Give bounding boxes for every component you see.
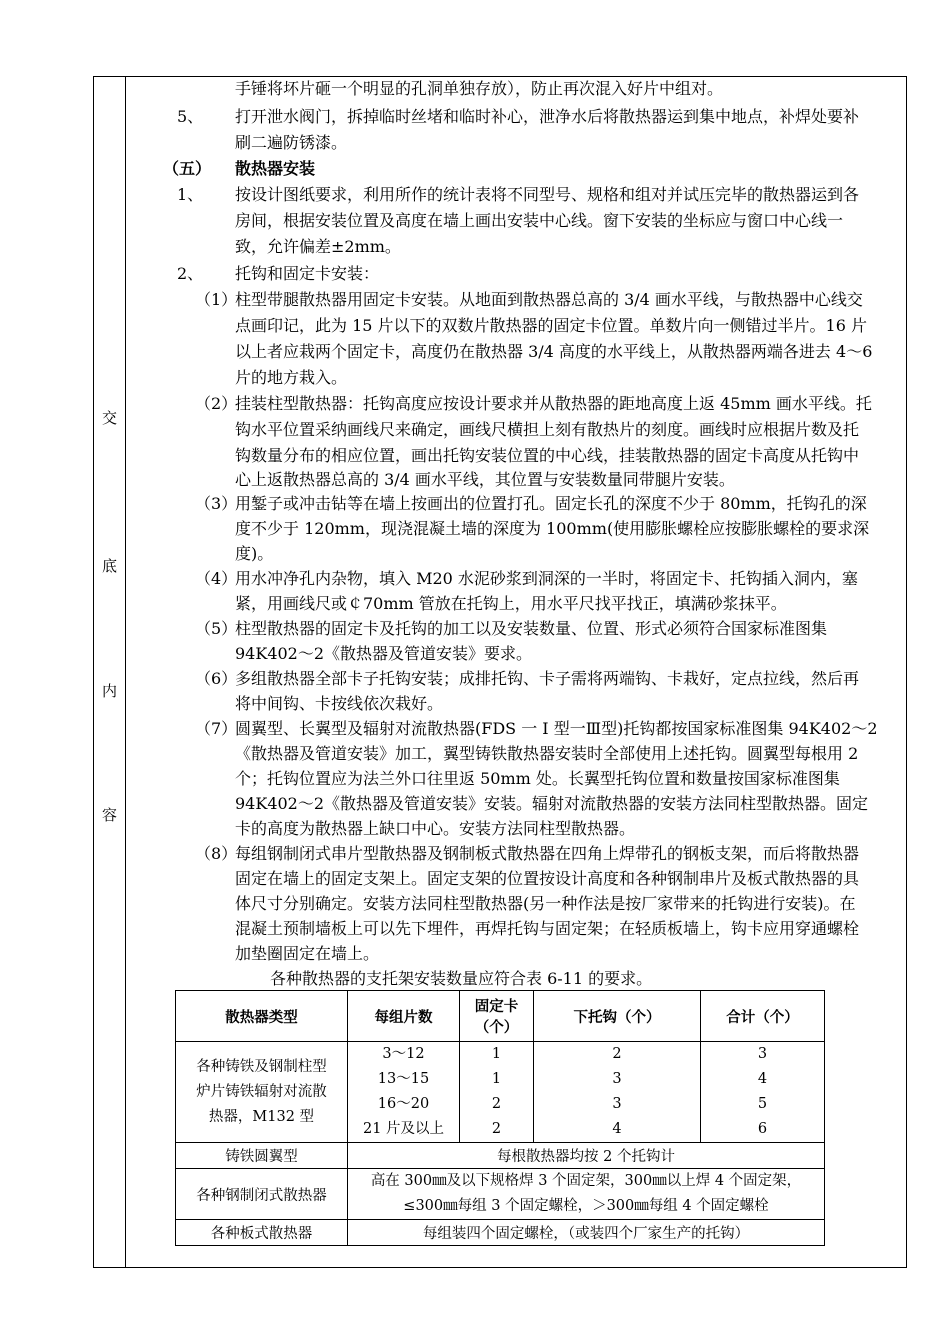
section-number: （五） xyxy=(163,159,212,178)
text-line: 《散热器及管道安装》加工，翼型铸铁散热器安装时全部使用上述托钩。圆翼型每根用 2 xyxy=(235,744,859,763)
row1-type-line3: 热器，M132 型 xyxy=(208,1108,315,1125)
row2-desc: 每根散热器均按 2 个托钩计 xyxy=(348,1143,825,1169)
total-value: 6 xyxy=(757,1121,768,1137)
text-line: 加垫圈固定在墙上。 xyxy=(235,944,380,963)
sub-item-number: （8） xyxy=(195,844,238,863)
sub-item-number: （5） xyxy=(195,619,238,638)
pieces-value: 3～12 xyxy=(382,1046,425,1062)
hook-value: 3 xyxy=(612,1071,622,1087)
row3-desc xyxy=(348,1169,825,1220)
fix-value: 1 xyxy=(491,1071,502,1087)
hook-value: 3 xyxy=(612,1096,622,1112)
text-line: 托钩和固定卡安装： xyxy=(235,264,380,283)
sub-item-number: （1） xyxy=(195,290,238,309)
text-line: 度不少于 120mm，现浇混凝土墙的深度为 100mm(使用膨胀螺栓应按膨胀螺栓的要求深 xyxy=(235,519,870,538)
text-line: 挂装柱型散热器：托钩高度应按设计要求并从散热器的距地高度上返 45mm 画水平线。托 xyxy=(235,394,872,413)
sub-item-number: （7） xyxy=(195,719,238,738)
text-line: 刷二遍防锈漆。 xyxy=(235,133,348,152)
text-line: 紧，用画线尺或￠70mm 管放在托钩上，用水平尺找平找正，填满砂浆抹平。 xyxy=(235,594,787,613)
table-row xyxy=(176,1042,825,1143)
row3-desc-line2: ≤300㎜每组 3 个固定螺栓，＞300㎜每组 4 个固定螺栓 xyxy=(403,1198,769,1214)
text-line: 用水冲净孔内杂物，填入 M20 水泥砂浆到洞深的一半时，将固定卡、托钩插入洞内，塞 xyxy=(235,569,858,588)
text-line: 点画印记，此为 15 片以下的双数片散热器的固定卡位置。单数片向一侧错过半片。16 片 xyxy=(235,316,867,335)
row1-hook xyxy=(534,1042,701,1143)
section-title: 散热器安装 xyxy=(235,159,316,178)
item-number: 1、 xyxy=(177,185,204,204)
text-line: 用錾子或冲击钻等在墙上按画出的位置打孔。固定长孔的深度不少于 80mm，托钩孔的深 xyxy=(235,494,867,513)
header-type: 散热器类型 xyxy=(176,991,348,1042)
row3-desc-line1: 高在 300㎜及以下规格焊 3 个固定架，300㎜以上焊 4 个固定架， xyxy=(370,1173,802,1189)
fix-value: 2 xyxy=(491,1096,502,1112)
text-line: 度)。 xyxy=(235,544,274,563)
text-line: 致，允许偏差±2mm。 xyxy=(235,237,401,256)
text-line: 柱型带腿散热器用固定卡安装。从地面到散热器总高的 3/4 画水平线，与散热器中心线交 xyxy=(235,290,863,309)
table-row xyxy=(176,1220,825,1246)
table-row xyxy=(176,1169,825,1220)
row3-type: 各种钢制闭式散热器 xyxy=(176,1169,348,1220)
text-line: 94K402～2《散热器及管道安装》要求。 xyxy=(235,644,533,663)
row1-type-line2: 炉片铸铁辐射对流散 xyxy=(196,1083,327,1100)
header-total: 合计（个） xyxy=(701,991,825,1042)
pieces-value: 16～20 xyxy=(377,1096,430,1112)
row4-type: 各种板式散热器 xyxy=(176,1220,348,1246)
side-label-column xyxy=(94,77,126,1267)
text-line: 片的地方栽入。 xyxy=(235,368,348,387)
total-value: 5 xyxy=(757,1096,768,1112)
item-number: 5、 xyxy=(177,107,204,126)
text-line: 打开泄水阀门，拆掉临时丝堵和临时补心，泄净水后将散热器运到集中地点，补焊处要补 xyxy=(235,107,860,126)
text-line: 房间，根据安装位置及高度在墙上画出安装中心线。窗下安装的坐标应与窗口中心线一 xyxy=(235,211,844,230)
text-line: 按设计图纸要求，利用所作的统计表将不同型号、规格和组对并试压完毕的散热器运到各 xyxy=(235,185,860,204)
sub-item-number: （4） xyxy=(195,569,238,588)
side-label-char-4: 容 xyxy=(101,806,117,824)
table-row xyxy=(176,1143,825,1169)
table-header-row xyxy=(176,991,825,1042)
text-line: 以上者应栽两个固定卡，高度仍在散热器 3/4 高度的水平线上，从散热器两端各进去 4～6 xyxy=(235,342,873,361)
row4-desc: 每组装四个固定螺栓，（或装四个厂家生产的托钩） xyxy=(348,1220,825,1246)
header-fix-line1: 固定卡 xyxy=(474,998,519,1015)
row2-type: 铸铁圆翼型 xyxy=(176,1143,348,1169)
row1-pieces xyxy=(348,1042,460,1143)
text-line: 将中间钩、卡按线依次栽好。 xyxy=(235,694,444,713)
side-label-char-1: 交 xyxy=(101,409,117,427)
hook-value: 4 xyxy=(612,1121,622,1137)
row1-type xyxy=(176,1042,348,1143)
text-line: 混凝土预制墙板上可以先下埋件，再焊托钩与固定架；在轻质板墙上，钩卡应用穿通螺栓 xyxy=(235,919,860,938)
total-value: 4 xyxy=(757,1071,768,1087)
side-label-char-2: 底 xyxy=(101,557,117,575)
text-line: 个；托钩位置应为法兰外口往里返 50mm 处。长翼型托钩位置和数量按国家标准图集 xyxy=(235,769,840,788)
text-line: 心上返散热器总高的 3/4 画水平线，其位置与安装数量同带腿片安装。 xyxy=(235,470,735,489)
text-line: 固定在墙上的固定支架上。固定支架的位置按设计高度和各种钢制串片及板式散热器的具 xyxy=(235,869,860,888)
text-line: 手锤将坏片砸一个明显的孔洞单独存放），防止再次混入好片中组对。 xyxy=(235,79,724,98)
fix-value: 2 xyxy=(491,1121,502,1137)
text-line: 每组钢制闭式串片型散热器及钢制板式散热器在四角上焊带孔的钢板支架，而后将散热器 xyxy=(235,844,860,863)
header-hook: 下托钩（个） xyxy=(534,991,701,1042)
sub-item-number: （2） xyxy=(195,394,238,413)
text-line: 柱型散热器的固定卡及托钩的加工以及安装数量、位置、形式必须符合国家标准图集 xyxy=(235,619,828,638)
side-label-char-3: 内 xyxy=(101,682,117,700)
fix-value: 1 xyxy=(491,1046,502,1062)
row1-total xyxy=(701,1042,825,1143)
text-line: 圆翼型、长翼型及辐射对流散热器(FDS 一 I 型一Ⅲ型)托钩都按国家标准图集 94K402～2 xyxy=(235,719,878,738)
table-intro: 各种散热器的支托架安装数量应符合表 6-11 的要求。 xyxy=(270,969,653,988)
text-line: 94K402～2《散热器及管道安装》安装。辐射对流散热器的安装方法同柱型散热器。固定 xyxy=(235,794,869,813)
text-line: 体尺寸分别确定。安装方法同柱型散热器(另一种作法是按厂家带来的托钩进行安装)。在 xyxy=(235,894,856,913)
header-pieces: 每组片数 xyxy=(348,991,460,1042)
row1-fix xyxy=(460,1042,534,1143)
pieces-value: 21 片及以上 xyxy=(362,1121,445,1137)
row1-type-line1: 各种铸铁及钢制柱型 xyxy=(196,1058,327,1075)
header-fix xyxy=(460,991,534,1042)
sub-item-number: （6） xyxy=(195,669,238,688)
header-fix-line2: （个） xyxy=(474,1019,519,1036)
text-line: 钩数量分布的相应位置，画出托钩安装位置的中心线，挂装散热器的固定卡高度从托钩中 xyxy=(235,446,860,465)
text-line: 卡的高度为散热器上缺口中心。安装方法同柱型散热器。 xyxy=(235,819,636,838)
hook-value: 2 xyxy=(612,1046,622,1062)
sub-item-number: （3） xyxy=(195,494,238,513)
text-line: 多组散热器全部卡子托钩安装；成排托钩、卡子需将两端钩、卡栽好，定点拉线，然后再 xyxy=(235,669,860,688)
text-line: 钩水平位置采纳画线尺来确定，画线尺横担上刻有散热片的刻度。画线时应根据片数及托 xyxy=(235,420,860,439)
total-value: 3 xyxy=(757,1046,768,1062)
bracket-quantity-table xyxy=(175,990,825,1246)
item-number: 2、 xyxy=(177,264,204,283)
pieces-value: 13～15 xyxy=(377,1071,430,1087)
